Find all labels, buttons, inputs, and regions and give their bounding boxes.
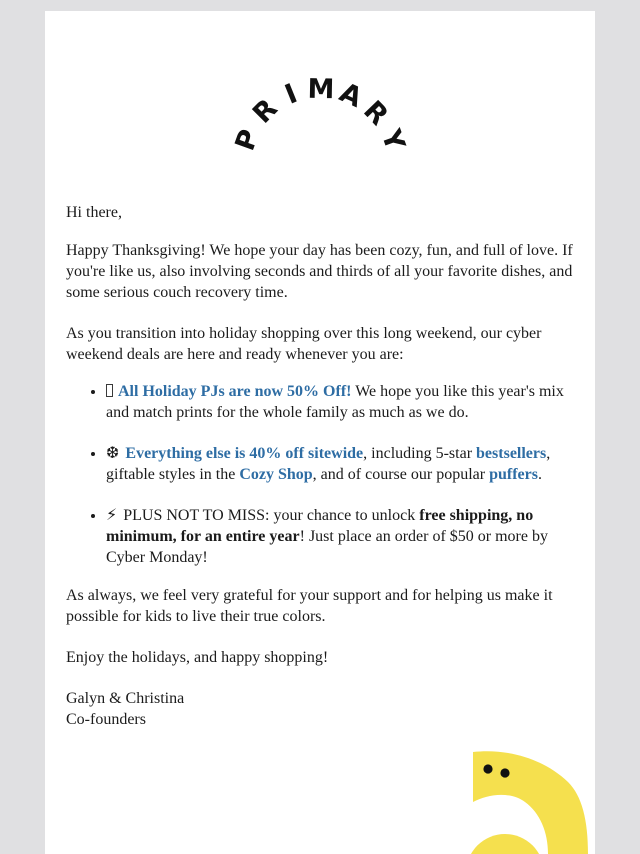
mascot-shell <box>466 834 544 854</box>
signature-names: Galyn & Christina <box>66 690 185 707</box>
mascot-eye-right <box>500 768 509 777</box>
list-item-holiday-pjs <box>106 381 574 423</box>
enjoy-paragraph: Enjoy the holidays, and happy shopping! <box>66 649 329 666</box>
logo-letter-m: M <box>307 73 335 105</box>
email-card <box>45 11 595 854</box>
signature-role: Co-founders <box>66 711 146 728</box>
shipping-text-2: ! Just place an order of $50 or more by Cyber Monday! <box>106 528 548 566</box>
sitewide-text-3: , and of course our popular <box>312 466 490 483</box>
list-item-sitewide <box>106 443 574 485</box>
mascot-eye-left <box>483 764 492 773</box>
sitewide-sale-link[interactable]: Everything else is 40% off sitewide <box>125 445 364 462</box>
greeting-text: Hi there, <box>66 204 122 221</box>
primary-logo <box>229 55 411 157</box>
deals-paragraph: As you transition into holiday shopping over this long weekend, our cyber weekend deals are here and ready whenever you are: <box>66 325 542 363</box>
logo-letter-i: I <box>280 77 302 111</box>
sitewide-text-4: . <box>537 466 542 483</box>
holiday-pjs-link[interactable]: All Holiday PJs are now 50% Off! <box>118 383 352 400</box>
list-item-free-shipping <box>106 505 574 568</box>
grateful-paragraph: As always, we feel very grateful for your support and for helping us make it possible for kids to live their true colors. <box>66 587 553 625</box>
logo-letter-a: A <box>335 76 367 114</box>
missing-glyph-icon <box>106 384 113 397</box>
logo-letter-r2: R <box>357 94 395 132</box>
sitewide-text-1: , including 5-star <box>363 445 477 462</box>
lightning-icon: ⚡ <box>106 505 118 524</box>
logo-letter-r1: R <box>246 92 284 130</box>
mascot-graphic <box>440 740 590 854</box>
shipping-text-1: PLUS NOT TO MISS: your chance to unlock <box>123 507 420 524</box>
logo-letter-y: Y <box>375 125 411 155</box>
cozy-shop-link[interactable]: Cozy Shop <box>239 466 313 483</box>
snowflake-icon: ❆ <box>106 443 120 462</box>
deals-list <box>66 381 574 568</box>
bestsellers-link[interactable]: bestsellers <box>476 445 547 462</box>
puffers-link[interactable]: puffers <box>489 466 538 483</box>
free-shipping-offer-text: free shipping, no minimum, for an entire year <box>106 507 534 545</box>
signature <box>66 688 574 730</box>
holiday-pjs-text: We hope you like this year's mix and match prints for the whole family as much as we do. <box>106 383 564 421</box>
sitewide-text-2: , giftable styles in the <box>106 445 551 483</box>
logo-letter-p: P <box>229 125 265 155</box>
thanksgiving-paragraph: Happy Thanksgiving! We hope your day has been cozy, fun, and full of love. If you're like us, also involving seconds and thirds of all your favorite dishes, and some serious couch recovery time. <box>66 242 573 301</box>
